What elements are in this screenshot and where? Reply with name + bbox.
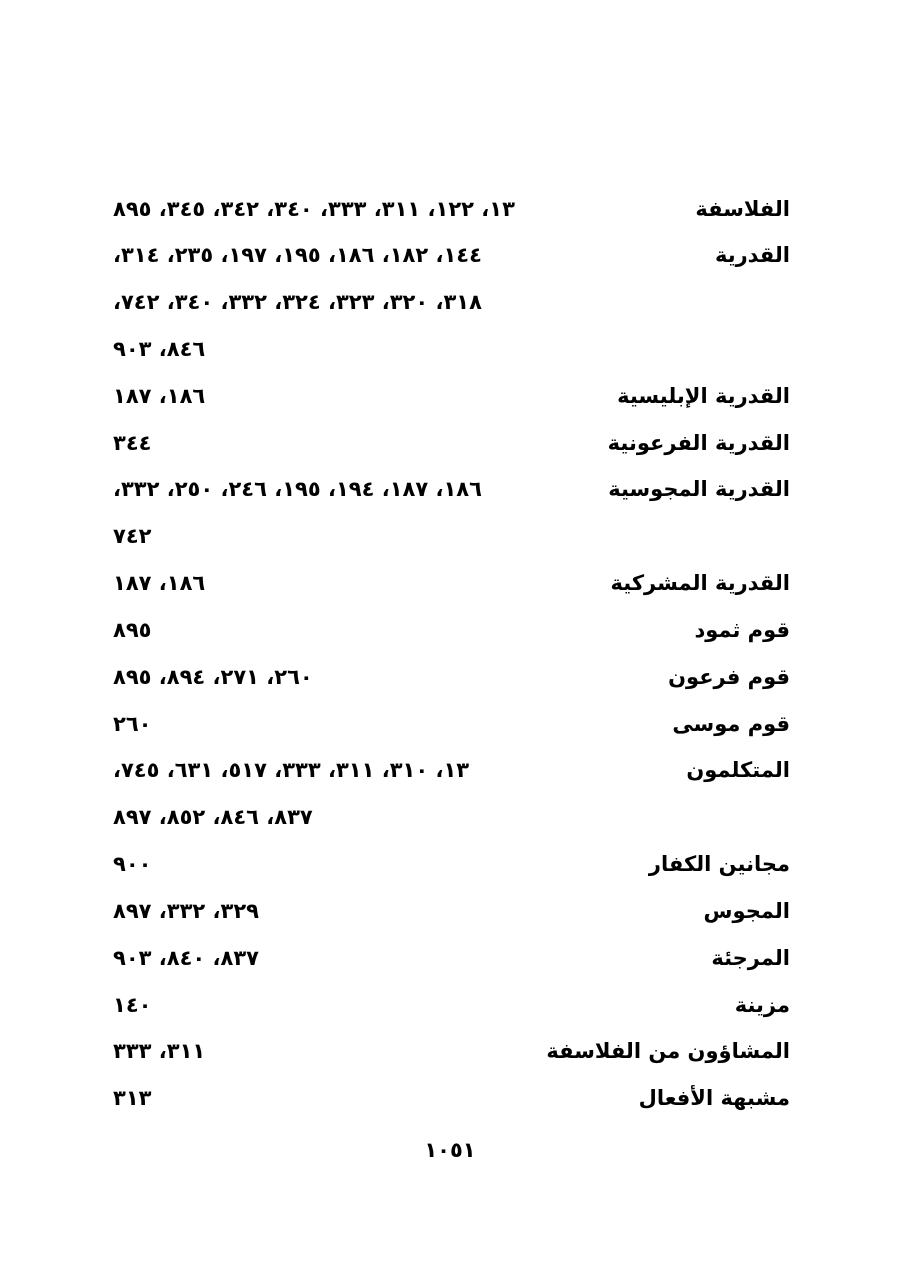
entry-term: القدرية — [714, 243, 790, 267]
entry-term: القدرية الفرعونية — [607, 431, 790, 455]
entry-page-refs: ٨٣٧، ٨٤٠، ٩٠٣ — [113, 946, 259, 970]
entry-page-refs: ١٨٦، ١٨٧، ١٩٤، ١٩٥، ٢٤٦، ٢٥٠، ٣٣٢، — [113, 477, 482, 501]
entry-term: القدرية الإبليسية — [617, 384, 790, 408]
index-entry — [0, 474, 900, 514]
entry-term: المتكلمون — [686, 758, 790, 782]
index-entry — [0, 849, 900, 889]
entry-page-refs: ١٣، ٣١٠، ٣١١، ٣٣٣، ٥١٧، ٦٣١، ٧٤٥، — [113, 758, 470, 782]
entry-term: الفلاسفة — [695, 197, 790, 221]
index-entry — [0, 381, 900, 421]
index-entry — [0, 194, 900, 234]
entry-page-refs: ٨٩٥ — [113, 618, 152, 642]
index-entry — [0, 240, 900, 280]
index-entry-continuation — [0, 287, 900, 327]
entry-term: قوم فرعون — [668, 665, 790, 689]
entry-page-refs: ٣١١، ٣٣٣ — [113, 1039, 206, 1063]
entry-page-refs: ٣١٣ — [113, 1086, 152, 1110]
entry-term: مشبهة الأفعال — [638, 1086, 790, 1110]
entry-term: قوم موسى — [672, 712, 790, 736]
index-entry — [0, 896, 900, 936]
index-entry — [0, 709, 900, 749]
entry-term: مجانين الكفار — [648, 852, 790, 876]
entry-page-refs: ٣١٨، ٣٢٠، ٣٢٣، ٣٢٤، ٣٣٢، ٣٤٠، ٧٤٢، — [113, 290, 482, 314]
index-entry-continuation — [0, 334, 900, 374]
entry-page-refs: ٢٦٠، ٢٧١، ٨٩٤، ٨٩٥ — [113, 665, 313, 689]
entry-term: المرجئة — [711, 946, 790, 970]
index-entry — [0, 1036, 900, 1076]
index-entry — [0, 755, 900, 795]
index-entry-continuation — [0, 521, 900, 561]
entry-page-refs: ١٨٦، ١٨٧ — [113, 571, 206, 595]
entry-page-refs: ٣٤٤ — [113, 431, 152, 455]
entry-term: المجوس — [703, 899, 790, 923]
entry-page-refs: ١٤٤، ١٨٢، ١٨٦، ١٩٥، ١٩٧، ٢٣٥، ٣١٤، — [113, 243, 482, 267]
entry-term: مزينة — [734, 993, 790, 1017]
entry-page-refs: ٩٠٠ — [113, 852, 152, 876]
index-entry — [0, 615, 900, 655]
entry-page-refs: ٣٢٩، ٣٣٢، ٨٩٧ — [113, 899, 259, 923]
entry-page-refs: ١٣، ١٢٢، ٣١١، ٣٣٣، ٣٤٠، ٣٤٢، ٣٤٥، ٨٩٥ — [113, 197, 515, 221]
index-entry — [0, 943, 900, 983]
entry-page-refs: ١٤٠ — [113, 993, 152, 1017]
index-entry — [0, 568, 900, 608]
index-entry-continuation — [0, 802, 900, 842]
index-entry — [0, 1083, 900, 1123]
entry-term: المشاؤون من الفلاسفة — [546, 1039, 790, 1063]
entry-page-refs: ٨٣٧، ٨٤٦، ٨٥٢، ٨٩٧ — [113, 805, 313, 829]
index-entry — [0, 990, 900, 1030]
entry-term: القدرية المشركية — [610, 571, 790, 595]
entry-page-refs: ٧٤٢ — [113, 524, 152, 548]
index-entry — [0, 662, 900, 702]
page-number: ١٠٥١ — [424, 1138, 476, 1162]
index-entry — [0, 428, 900, 468]
entry-page-refs: ٨٤٦، ٩٠٣ — [113, 337, 206, 361]
entry-term: قوم ثمود — [694, 618, 790, 642]
entry-page-refs: ١٨٦، ١٨٧ — [113, 384, 206, 408]
entry-page-refs: ٢٦٠ — [113, 712, 152, 736]
entry-term: القدرية المجوسية — [608, 477, 790, 501]
